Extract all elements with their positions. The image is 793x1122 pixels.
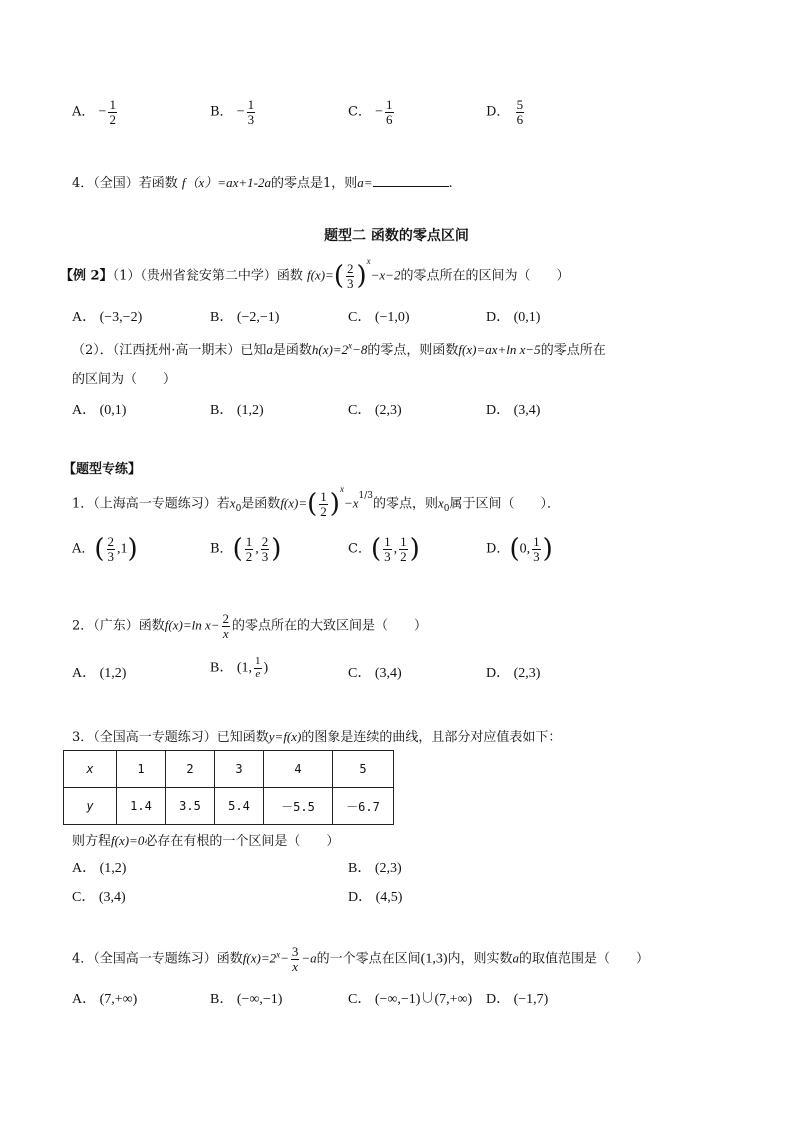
example2-part2-line2: 的区间为（ ） [72, 372, 177, 387]
p3-option-c[interactable]: C． (3,4) [72, 890, 126, 905]
p4-option-c[interactable]: C． (−∞,−1)∪(7,+∞) [348, 992, 473, 1007]
practice-title: 【题型专练】 [63, 462, 142, 477]
table-cell: 4 [264, 751, 333, 788]
ex2-p2-option-a[interactable]: A． (0,1) [72, 403, 127, 418]
practice-question-2: 2．（广东）函数f(x)=ln x− $\frac{2}{x}$ 的零点所在的大致区间是（ ） [72, 611, 428, 641]
fraction: $\frac{1}{2}$ [109, 97, 116, 127]
ex2-p2-option-d[interactable]: D． (3,4) [486, 403, 541, 418]
table-cell: 3.5 [166, 788, 215, 825]
fraction: $\frac{1}{6}$ [386, 97, 393, 127]
fraction: $\frac{1}{3}$ [247, 97, 255, 127]
fraction: $\frac{5}{6}$ [516, 97, 524, 127]
ex2-p2-option-c[interactable]: C． (2,3) [348, 403, 402, 418]
table-cell: x [64, 751, 117, 788]
ex2-p1-option-a[interactable]: A． (−3,−2) [72, 310, 143, 325]
practice-question-4: 4．（全国高一专题练习）函数$f(x)=2^x-$ $\frac{3}{x}$ −a的一个零点在区间(1,3)内，则实数a的取值范围是（ ） [72, 944, 650, 974]
prev-option-d[interactable]: D． $\frac{5}{6}$ [486, 97, 524, 127]
prev-option-b[interactable]: B． − $\frac{1}{3}$ [210, 97, 255, 127]
value-table [63, 750, 394, 825]
practice-question-1: 1．（上海高一专题练习）若$x_0$是函数f(x)=( $\frac{1}{2}$ )$^x-x^{1/3}$的零点，则$x_0$属于区间（ ）． [72, 484, 561, 520]
p4-option-a[interactable]: A． (7,+∞) [72, 992, 138, 1007]
section-title: 题型二 函数的零点区间 [324, 228, 469, 244]
table-cell: 5.4 [215, 788, 264, 825]
p4-option-d[interactable]: D． (−1,7) [486, 992, 549, 1007]
practice-question-3: 3．（全国高一专题练习）已知函数y=f(x)的图象是连续的曲线，且部分对应值表如下： [72, 729, 562, 745]
ex2-p1-option-c[interactable]: C． (−1,0) [348, 310, 410, 325]
example2-part2: （2）．（江西抚州·高一期末）已知a是函数$h(x)=2^x-8$的零点，则函数f(x)=ax+ln x−5的零点所在 [72, 340, 606, 358]
p1-option-c[interactable]: C．( $\frac{1}{3}$ , $\frac{1}{2}$ ) [348, 534, 420, 565]
ex2-p1-option-d[interactable]: D． (0,1) [486, 310, 541, 325]
p1-option-a[interactable]: A．( $\frac{2}{3}$ ,1) [72, 534, 138, 565]
table-cell: 1.4 [117, 788, 166, 825]
ex2-p2-option-b[interactable]: B． (1,2) [210, 403, 264, 418]
example2-part1: 【例 2】（1）（贵州省瓮安第二中学）函数 f(x)=( $\frac{2}{3}$ )$^x$−x−2的零点所在的区间为（ ） [60, 256, 570, 292]
table-cell: －5.5 [264, 788, 333, 825]
table-cell: 3 [215, 751, 264, 788]
table-cell: y [64, 788, 117, 825]
prev-question-4: 4．（全国）若函数 f（x）=ax+1-2a的零点是1，则a= . [72, 175, 453, 191]
p1-option-d[interactable]: D．(0, $\frac{1}{3}$ ) [486, 534, 553, 565]
p3-option-d[interactable]: D． (4,5) [348, 890, 403, 905]
table-cell: －6.7 [333, 788, 394, 825]
p2-option-d[interactable]: D． (2,3) [486, 666, 541, 681]
p2-option-b[interactable]: B． (1, $\frac{1}{e}$ ) [210, 655, 269, 680]
table-cell: 5 [333, 751, 394, 788]
p2-option-a[interactable]: A． (1,2) [72, 666, 127, 681]
table-row [64, 788, 394, 825]
p3-option-b[interactable]: B． (2,3) [348, 861, 402, 876]
prev-option-c[interactable]: C． − $\frac{1}{6}$ [348, 97, 393, 127]
table-row [64, 751, 394, 788]
prev-option-a[interactable]: A． − $\frac{1}{2}$ [72, 97, 116, 127]
practice-question-3-ask: 则方程f(x)=0必存在有根的一个区间是（ ） [72, 833, 340, 849]
p4-option-b[interactable]: B． (−∞,−1) [210, 992, 283, 1007]
answer-blank[interactable] [373, 174, 449, 187]
table-cell: 1 [117, 751, 166, 788]
p3-option-a[interactable]: A． (1,2) [72, 861, 127, 876]
p2-option-c[interactable]: C． (3,4) [348, 666, 402, 681]
ex2-p1-option-b[interactable]: B． (−2,−1) [210, 310, 280, 325]
p1-option-b[interactable]: B．( $\frac{1}{2}$ , $\frac{2}{3}$ ) [210, 534, 282, 565]
table-cell: 2 [166, 751, 215, 788]
